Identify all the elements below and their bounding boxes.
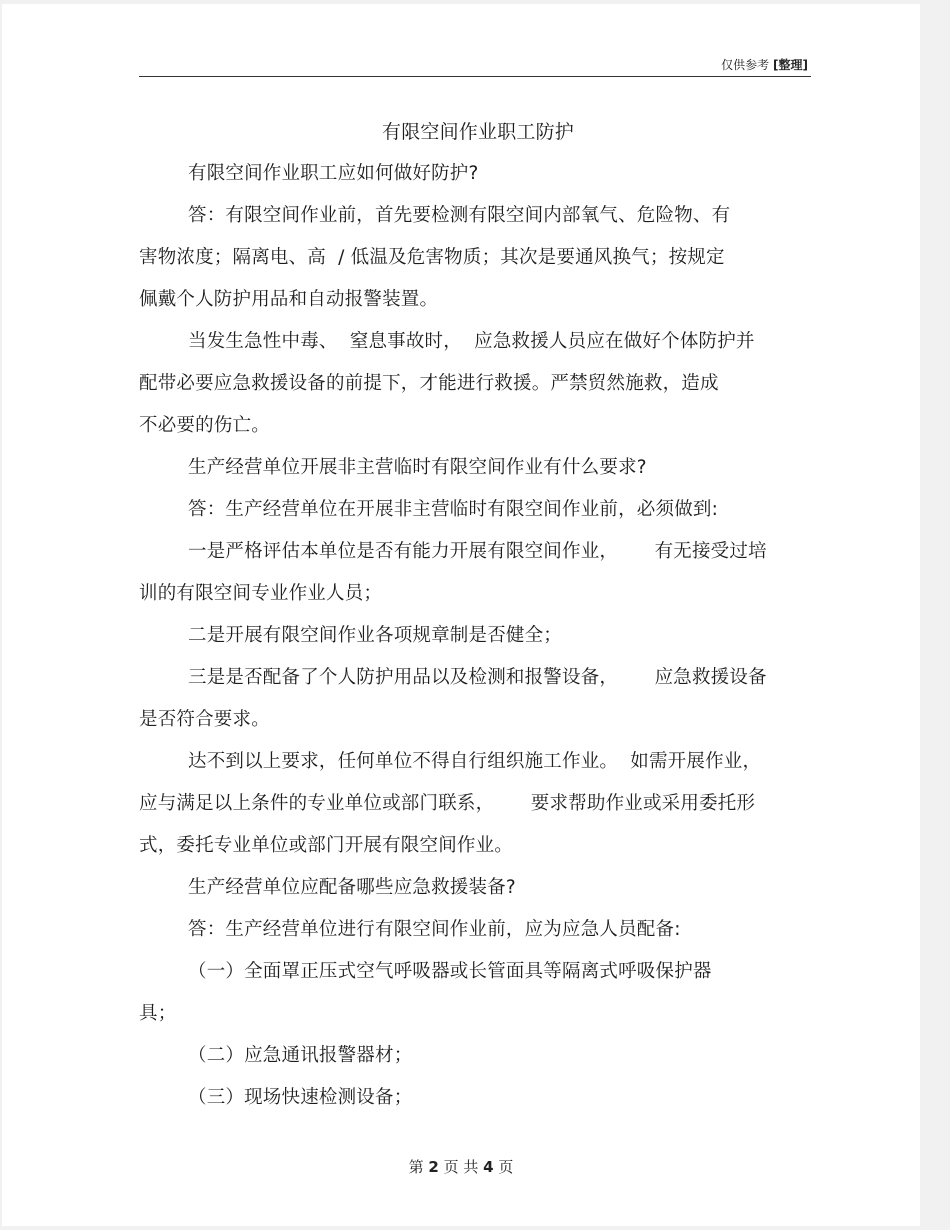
document-title: 有限空间作业职工防护 — [382, 121, 575, 143]
footer-suffix: 页 — [498, 1158, 514, 1176]
header-tag: [整理] — [773, 58, 808, 72]
footer-prefix: 第 — [408, 1158, 424, 1176]
paragraph-line: 生产经营单位应配备哪些应急救援装备? — [188, 877, 516, 898]
footer-current-page: 2 — [428, 1158, 439, 1176]
paragraph-line: 有限空间作业职工应如何做好防护? — [188, 163, 479, 184]
paragraph-line: （二）应急通讯报警器材； — [188, 1045, 413, 1066]
paragraph-line: 一是严格评估本单位是否有能力开展有限空间作业， 有无接受过培 — [188, 541, 767, 562]
paragraph-line: 是否符合要求。 — [139, 709, 270, 730]
paragraph-line: 配带必要应急救援设备的前提下，才能进行救援。严禁贸然施救，造成 — [139, 373, 719, 394]
header-note — [721, 56, 808, 73]
paragraph-line: 式，委托专业单位或部门开展有限空间作业。 — [139, 835, 514, 856]
paragraph-line: 生产经营单位开展非主营临时有限空间作业有什么要求? — [188, 457, 647, 478]
paragraph-line: 答：生产经营单位进行有限空间作业前，应为应急人员配备: — [188, 919, 681, 940]
paragraph-line: 具； — [139, 1003, 177, 1024]
paragraph-line: 害物浓度；隔离电、高 / 低温及危害物质；其次是要通风换气；按规定 — [139, 247, 725, 268]
document-page — [2, 4, 920, 1226]
header-note-text: 仅供参考 — [721, 58, 770, 72]
paragraph-line: 答：生产经营单位在开展非主营临时有限空间作业前，必须做到: — [188, 499, 719, 520]
page-number-footer — [2, 1156, 920, 1177]
paragraph-line: （一）全面罩正压式空气呼吸器或长管面具等隔离式呼吸保护器 — [188, 961, 712, 982]
paragraph-line: 不必要的伤亡。 — [139, 415, 270, 436]
paragraph-line: 三是是否配备了个人防护用品以及检测和报警设备， 应急救援设备 — [188, 667, 767, 688]
paragraph-line: （三）现场快速检测设备； — [188, 1087, 413, 1108]
paragraph-line: 佩戴个人防护用品和自动报警装置。 — [139, 289, 439, 310]
paragraph-line: 当发生急性中毒、 窒息事故时， 应急救援人员应在做好个体防护并 — [188, 331, 755, 352]
paragraph-line: 答：有限空间作业前，首先要检测有限空间内部氧气、危险物、有 — [188, 205, 731, 226]
header-divider — [139, 76, 811, 77]
paragraph-line: 训的有限空间专业作业人员； — [139, 583, 383, 604]
paragraph-line: 达不到以上要求，任何单位不得自行组织施工作业。 如需开展作业， — [188, 751, 762, 772]
paragraph-line: 二是开展有限空间作业各项规章制是否健全； — [188, 625, 563, 646]
footer-middle: 页 共 — [443, 1158, 479, 1176]
footer-total-pages: 4 — [483, 1158, 494, 1176]
paragraph-line: 应与满足以上条件的专业单位或部门联系， 要求帮助作业或采用委托形 — [139, 793, 756, 814]
